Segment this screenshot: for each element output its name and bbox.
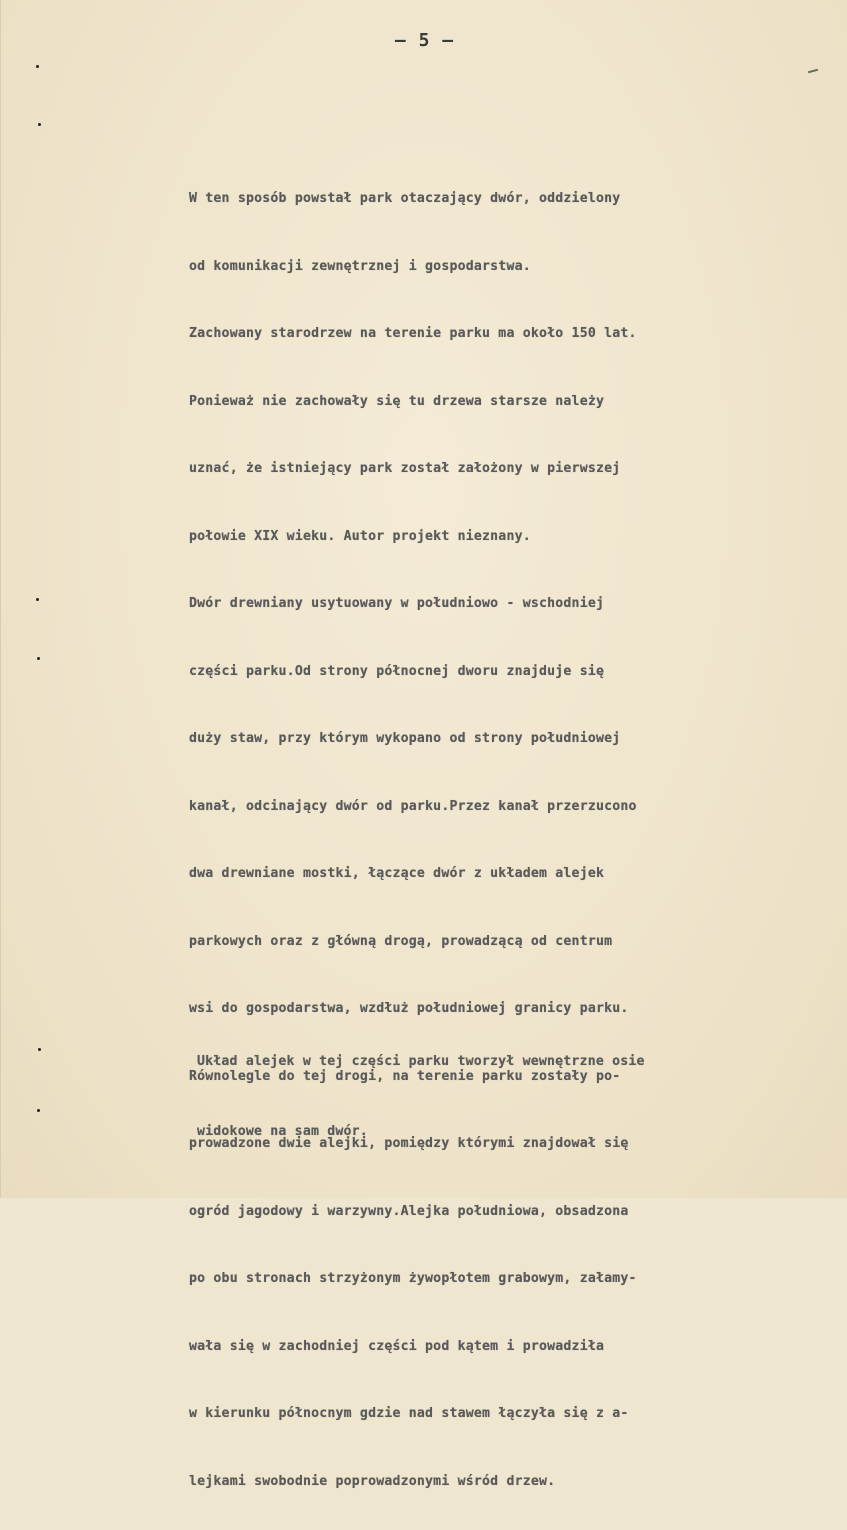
text-line: kanał, odcinający dwór od parku.Przez kanał przerzucono	[189, 798, 637, 814]
text-line: W ten sposób powstał park otaczający dwór, oddzielony	[189, 191, 621, 206]
text-line: połowie XIX wieku. Autor projekt nieznany.	[189, 528, 531, 544]
text-line: ogród jagodowy i warzywny.Alejka południowa, obsadzona	[189, 1203, 629, 1219]
paragraph-final	[197, 1012, 645, 1182]
text-line: lejkami swobodnie poprowadzonymi wśród drzew.	[189, 1473, 556, 1489]
text-line: części parku.Od strony północnej dworu znajduje się	[189, 663, 605, 679]
text-line: uznać, że istniejący park został założony w pierwszej	[189, 461, 621, 476]
margin-speck	[36, 598, 39, 601]
margin-mark	[808, 69, 818, 74]
text-line: w kierunku północnym gdzie nad stawem łączyła się z a-	[189, 1406, 629, 1421]
text-line: Ponieważ nie zachowały się tu drzewa starsze należy	[189, 393, 605, 409]
page-number: – 5 –	[394, 30, 455, 51]
text-line: po obu stronach strzyżonym żywopłotem grabowym, załamy-	[189, 1271, 637, 1286]
text-line: prowadzone dwie alejki, pomiędzy którymi znajdował się	[189, 1136, 629, 1151]
text-line: duży staw, przy którym wykopano od strony południowej	[189, 731, 621, 746]
margin-speck	[38, 1048, 41, 1051]
margin-speck	[36, 65, 39, 68]
text-line: dwa drewniane mostki, łączące dwór z układem alejek	[189, 866, 605, 881]
paragraph-main	[189, 150, 789, 1530]
text-line: parkowych oraz z główną drogą, prowadzącą od centrum	[189, 933, 613, 949]
text-line: wała się w zachodniej części pod kątem i prowadziła	[189, 1338, 605, 1354]
margin-speck	[37, 657, 40, 660]
text-line: wsi do gospodarstwa, wzdłuż południowej granicy parku.	[189, 1001, 629, 1016]
text-line: widokowe na sam dwór.	[197, 1124, 368, 1139]
text-line: Równolegle do tej drogi, na terenie parku zostały po-	[189, 1068, 621, 1084]
text-line: Zachowany starodrzew na terenie parku ma około 150 lat.	[189, 326, 637, 341]
margin-speck	[38, 123, 41, 126]
margin-speck	[37, 1109, 40, 1112]
text-line: od komunikacji zewnętrznej i gospodarstwa.	[189, 258, 531, 274]
text-line: Dwór drewniany usytuowany w południowo - wschodniej	[189, 596, 605, 611]
text-line: Układ alejek w tej części parku tworzył wewnętrzne osie	[197, 1054, 645, 1069]
